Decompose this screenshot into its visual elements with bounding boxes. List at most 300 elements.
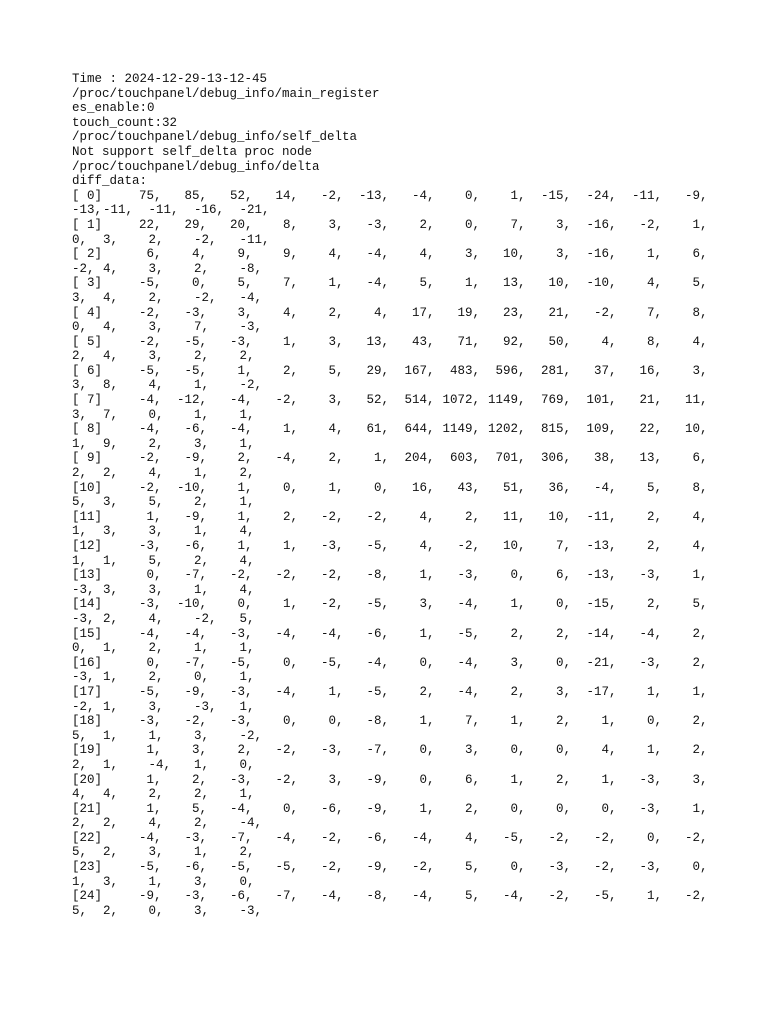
data-cell: -5, (229, 860, 253, 875)
data-cell: -2, (684, 889, 708, 904)
data-cell: 3, (692, 772, 708, 787)
data-cell: 5, (191, 801, 207, 816)
data-cell: 1, (692, 217, 708, 232)
table-row (72, 889, 712, 904)
table-row (72, 568, 712, 583)
data-cell: -2, (138, 480, 162, 495)
data-cell: 1, (601, 714, 617, 729)
data-cell: 1, (146, 509, 162, 524)
data-cell: -6, (184, 860, 207, 875)
data-cell: 3, (328, 772, 344, 787)
data-cell: 0, (282, 801, 298, 816)
data-cell: -4, (320, 626, 344, 641)
data-cell: -3, (229, 714, 253, 729)
data-cell: -5, (184, 334, 207, 349)
data-cell: 0, (148, 407, 164, 422)
data-cell: 11, (502, 509, 526, 524)
table-row (72, 451, 712, 466)
data-cell: -4, (138, 393, 162, 408)
data-cell: 52, (229, 188, 253, 203)
data-cell: 10, (548, 276, 571, 291)
data-cell: -6, (366, 830, 389, 845)
data-cell: 14, (275, 188, 298, 203)
debug-log-document (72, 72, 712, 918)
data-cell: 4, (103, 787, 119, 802)
data-cell: 4, (464, 830, 480, 845)
es-enable-line: es_enable:0 (72, 101, 155, 116)
data-cell: -3, (639, 568, 662, 583)
data-cell: 0, (328, 714, 344, 729)
data-cell: 85, (184, 188, 207, 203)
data-cell: 1, (194, 845, 210, 860)
data-cell: -6, (366, 626, 389, 641)
data-cell: 2, (72, 757, 88, 772)
data-cell: 1, (328, 276, 344, 291)
data-cell: 6, (146, 247, 162, 262)
data-cell: 2, (148, 232, 164, 247)
data-cell: 1, (237, 363, 253, 378)
data-cell: 4, (239, 553, 255, 568)
data-cell: 8, (103, 378, 119, 393)
data-cell: -4, (229, 393, 253, 408)
table-row-continuation (72, 233, 712, 248)
data-cell: -5, (184, 363, 207, 378)
table-row (72, 393, 712, 408)
data-cell: -3, (239, 903, 263, 918)
main-register-path: /proc/touchpanel/debug_info/main_register (72, 86, 380, 101)
data-cell: -3, (184, 830, 207, 845)
data-cell: 2, (510, 626, 526, 641)
data-cell: 4, (148, 816, 164, 831)
data-cell: 701, (495, 451, 526, 466)
data-cell: 2, (328, 305, 344, 320)
data-cell: 3, (103, 524, 119, 539)
data-cell: -8, (239, 261, 263, 276)
data-cell: -5, (320, 655, 344, 670)
data-cell: 1149, (487, 393, 526, 408)
data-cell: 0, (239, 757, 255, 772)
data-cell: -2, (639, 217, 662, 232)
data-cell: 0, (239, 874, 255, 889)
data-cell: 4, (239, 582, 255, 597)
data-cell: 4, (239, 524, 255, 539)
data-cell: 36, (548, 480, 571, 495)
row-index-label: [ 9] (72, 451, 103, 466)
data-cell: 1, (103, 641, 119, 656)
data-cell: -7, (366, 743, 389, 758)
data-cell: -2, (275, 772, 298, 787)
data-cell: 3, (148, 582, 164, 597)
data-cell: -7, (184, 655, 207, 670)
self-delta-path: /proc/touchpanel/debug_info/self_delta (72, 130, 358, 145)
data-cell: -2, (320, 597, 344, 612)
data-cell: 2, (692, 714, 708, 729)
data-cell: 1, (419, 801, 435, 816)
data-cell: -3, (548, 860, 571, 875)
data-cell: 3, (148, 349, 164, 364)
data-cell: 0, (419, 772, 435, 787)
row-index-label: [20] (72, 772, 103, 787)
data-cell: 0, (419, 743, 435, 758)
data-cell: -4, (229, 422, 253, 437)
row-index-label: [ 0] (72, 188, 103, 203)
table-row (72, 247, 712, 262)
data-cell: 2, (239, 466, 255, 481)
table-row (72, 656, 712, 671)
data-cell: -2, (239, 728, 263, 743)
data-cell: -8, (366, 568, 389, 583)
data-cell: -9, (184, 684, 207, 699)
data-cell: 1, (373, 451, 389, 466)
data-cell: 2, (237, 743, 253, 758)
data-cell: 2, (237, 451, 253, 466)
data-cell: 1, (237, 480, 253, 495)
table-row (72, 364, 712, 379)
log-header (72, 72, 712, 189)
data-cell: 4, (646, 276, 662, 291)
data-cell: -3, (72, 582, 95, 597)
table-row-continuation (72, 378, 712, 393)
data-cell: -2, (275, 393, 298, 408)
data-cell: -2, (194, 611, 217, 626)
data-cell: 8, (692, 480, 708, 495)
table-row-continuation (72, 203, 712, 218)
data-cell: 0, (282, 655, 298, 670)
data-cell: 0, (282, 480, 298, 495)
table-row-continuation (72, 262, 712, 277)
data-cell: -3, (639, 772, 662, 787)
table-row (72, 597, 712, 612)
row-index-label: [12] (72, 539, 103, 553)
data-cell: 6, (692, 247, 708, 262)
data-cell: 4, (103, 261, 119, 276)
data-cell: -3, (639, 801, 662, 816)
data-cell: -4, (593, 480, 617, 495)
data-cell: 5, (148, 553, 164, 568)
data-cell: 0, (464, 217, 480, 232)
data-cell: 3, (419, 597, 435, 612)
data-cell: 1, (239, 787, 255, 802)
row-index-label: [14] (72, 597, 103, 612)
data-cell: 5, (239, 611, 255, 626)
data-cell: 2, (282, 509, 298, 524)
table-row (72, 685, 712, 700)
data-cell: -8, (366, 714, 389, 729)
data-cell: 3, (555, 247, 571, 262)
data-cell: -5, (138, 363, 162, 378)
data-cell: -2, (239, 378, 263, 393)
data-cell: 1, (239, 670, 255, 685)
data-cell: 10, (684, 422, 708, 437)
data-cell: 1, (239, 407, 255, 422)
data-cell: 2, (646, 597, 662, 612)
data-cell: 10, (502, 247, 526, 262)
data-cell: 2, (646, 539, 662, 553)
data-cell: -15, (586, 597, 617, 612)
data-cell: -4, (411, 188, 435, 203)
data-cell: -2, (138, 305, 162, 320)
data-cell: 0, (72, 320, 88, 335)
data-cell: 2, (692, 743, 708, 758)
data-cell: -2, (593, 830, 617, 845)
data-cell: 9, (282, 247, 298, 262)
data-cell: 2, (191, 772, 207, 787)
table-row-continuation (72, 408, 712, 423)
data-cell: 1, (328, 480, 344, 495)
data-cell: 1, (103, 553, 119, 568)
data-cell: 71, (457, 334, 480, 349)
data-cell: 5, (72, 903, 88, 918)
data-cell: 4, (148, 611, 164, 626)
data-cell: 4, (419, 539, 435, 553)
data-cell: 1, (419, 714, 435, 729)
data-cell: 3, (148, 524, 164, 539)
data-cell: 8, (646, 334, 662, 349)
data-cell: 0, (555, 597, 571, 612)
self-delta-message: Not support self_delta proc node (72, 144, 313, 159)
data-cell: -2, (72, 261, 95, 276)
data-cell: 2, (464, 801, 480, 816)
data-cell: -2, (684, 830, 708, 845)
touch-count-line: touch_count:32 (72, 115, 178, 130)
table-row-continuation (72, 816, 712, 831)
data-cell: 0, (419, 655, 435, 670)
data-cell: 1, (282, 539, 298, 553)
data-cell: 4, (72, 787, 88, 802)
data-cell: 1, (692, 568, 708, 583)
data-cell: 5, (464, 860, 480, 875)
data-cell: -2, (320, 830, 344, 845)
data-cell: 306, (540, 451, 571, 466)
table-row (72, 481, 712, 496)
data-cell: -17, (586, 684, 617, 699)
data-cell: -11, (239, 232, 270, 247)
data-cell: -4, (275, 451, 298, 466)
data-cell: -9, (366, 801, 389, 816)
data-cell: 3, (464, 743, 480, 758)
data-cell: -3, (320, 539, 344, 553)
data-cell: 10, (502, 539, 526, 553)
data-cell: 603, (449, 451, 480, 466)
data-cell: 2, (239, 845, 255, 860)
data-cell: 7, (646, 305, 662, 320)
data-cell: 1, (646, 743, 662, 758)
table-row (72, 860, 712, 875)
data-cell: -3, (194, 699, 217, 714)
data-cell: 1, (510, 772, 526, 787)
data-cell: 3, (194, 903, 210, 918)
data-cell: -3, (184, 889, 207, 904)
data-cell: 101, (586, 393, 617, 408)
row-index-label: [ 7] (72, 393, 103, 408)
data-cell: -4, (229, 801, 253, 816)
data-cell: -11, (631, 188, 662, 203)
data-cell: -15, (540, 188, 571, 203)
data-cell: 4, (692, 539, 708, 553)
data-cell: -4, (366, 655, 389, 670)
data-cell: 2, (148, 436, 164, 451)
data-cell: 43, (457, 480, 480, 495)
data-cell: 2, (464, 509, 480, 524)
data-cell: 21, (548, 305, 571, 320)
table-row-continuation (72, 875, 712, 890)
data-cell: 3, (148, 320, 164, 335)
data-cell: 5, (646, 480, 662, 495)
data-cell: 2, (103, 466, 119, 481)
data-cell: -3, (138, 597, 162, 612)
data-cell: 204, (404, 451, 435, 466)
data-cell: 1, (239, 699, 255, 714)
data-cell: 3, (328, 334, 344, 349)
data-cell: 1, (146, 772, 162, 787)
data-cell: 0, (646, 830, 662, 845)
data-cell: -2, (593, 305, 617, 320)
data-cell: -3, (72, 611, 95, 626)
data-cell: 50, (548, 334, 571, 349)
data-cell: -10, (586, 276, 617, 291)
data-cell: 1, (282, 334, 298, 349)
data-cell: 3, (72, 290, 88, 305)
data-cell: -3, (229, 772, 253, 787)
data-cell: 1, (103, 728, 119, 743)
data-cell: 3, (148, 261, 164, 276)
data-cell: 1, (146, 743, 162, 758)
data-cell: 3, (237, 305, 253, 320)
data-cell: 4, (601, 334, 617, 349)
diff-data-table (72, 189, 712, 919)
data-cell: 0, (146, 655, 162, 670)
table-row-continuation (72, 729, 712, 744)
data-cell: 2, (555, 714, 571, 729)
data-cell: -2, (138, 334, 162, 349)
row-index-label: [ 5] (72, 334, 103, 349)
data-cell: 5, (148, 495, 164, 510)
data-cell: 109, (586, 422, 617, 437)
data-cell: 0, (601, 801, 617, 816)
delta-path: /proc/touchpanel/debug_info/delta (72, 159, 320, 174)
data-cell: -2, (194, 290, 217, 305)
data-cell: 9, (237, 247, 253, 262)
data-cell: 4, (373, 305, 389, 320)
data-cell: 1, (72, 553, 88, 568)
data-cell: 8, (692, 305, 708, 320)
data-cell: 1, (282, 597, 298, 612)
data-cell: 16, (639, 363, 662, 378)
data-cell: -2, (320, 568, 344, 583)
data-cell: 1, (464, 276, 480, 291)
data-cell: 2, (148, 641, 164, 656)
data-cell: -4, (366, 247, 389, 262)
data-cell: 4, (328, 422, 344, 437)
data-cell: 0, (555, 743, 571, 758)
data-cell: 1, (601, 772, 617, 787)
data-cell: -3, (320, 743, 344, 758)
data-cell: 1, (194, 466, 210, 481)
data-cell: 3, (103, 495, 119, 510)
data-cell: 2, (103, 903, 119, 918)
data-cell: -3, (639, 655, 662, 670)
data-cell: -5, (366, 684, 389, 699)
data-cell: -2, (72, 699, 95, 714)
data-cell: 8, (282, 217, 298, 232)
table-row-continuation (72, 758, 712, 773)
data-cell: 0, (373, 480, 389, 495)
data-cell: -5, (229, 655, 253, 670)
data-cell: 1072, (442, 393, 480, 408)
timestamp-line: Time : 2024-12-29-13-12-45 (72, 72, 268, 86)
data-cell: 61, (366, 422, 389, 437)
data-cell: 3, (328, 217, 344, 232)
data-cell: 1, (239, 641, 255, 656)
row-index-label: [ 8] (72, 422, 103, 437)
data-cell: 20, (229, 217, 253, 232)
data-cell: 2, (194, 495, 210, 510)
row-index-label: [ 2] (72, 247, 103, 262)
data-cell: 815, (540, 422, 571, 437)
data-cell: -5, (366, 539, 389, 553)
data-cell: 52, (366, 393, 389, 408)
data-cell: 2, (148, 290, 164, 305)
data-cell: 4, (103, 290, 119, 305)
data-cell: 0, (72, 232, 88, 247)
data-cell: 1, (72, 436, 88, 451)
data-cell: 0, (555, 801, 571, 816)
data-cell: -9, (366, 772, 389, 787)
data-cell: -6, (320, 801, 344, 816)
data-cell: -3, (229, 684, 253, 699)
data-cell: 7, (464, 714, 480, 729)
diff-data-label: diff_data: (72, 174, 148, 189)
data-cell: 3, (555, 217, 571, 232)
data-cell: -2, (320, 860, 344, 875)
data-cell: -14, (586, 626, 617, 641)
table-row-continuation (72, 554, 712, 569)
data-cell: 37, (593, 363, 617, 378)
data-cell: -2, (457, 539, 480, 553)
row-index-label: [21] (72, 801, 103, 816)
table-row-continuation (72, 320, 712, 335)
table-row-continuation (72, 904, 712, 919)
data-cell: 92, (502, 334, 526, 349)
data-cell: 1, (239, 436, 255, 451)
data-cell: -10, (176, 597, 207, 612)
row-index-label: [ 1] (72, 217, 103, 232)
data-cell: 5, (72, 845, 88, 860)
data-cell: 3, (464, 247, 480, 262)
data-cell: 4, (601, 743, 617, 758)
data-cell: -4, (184, 626, 207, 641)
row-index-label: [19] (72, 743, 103, 758)
data-cell: 22, (639, 422, 662, 437)
row-index-label: [17] (72, 684, 103, 699)
data-cell: 1, (194, 407, 210, 422)
data-cell: 4, (148, 378, 164, 393)
data-cell: -4, (138, 830, 162, 845)
data-cell: -21, (239, 203, 270, 218)
data-cell: -4, (275, 684, 298, 699)
data-cell: -7, (229, 830, 253, 845)
row-index-label: [16] (72, 655, 103, 670)
table-row-continuation (72, 700, 712, 715)
data-cell: 1, (194, 757, 210, 772)
data-cell: 3, (148, 699, 164, 714)
row-index-label: [23] (72, 860, 103, 875)
data-cell: -21, (586, 655, 617, 670)
data-cell: 6, (464, 772, 480, 787)
data-cell: 2, (282, 363, 298, 378)
data-cell: 5, (72, 495, 88, 510)
data-cell: -13, (586, 568, 617, 583)
